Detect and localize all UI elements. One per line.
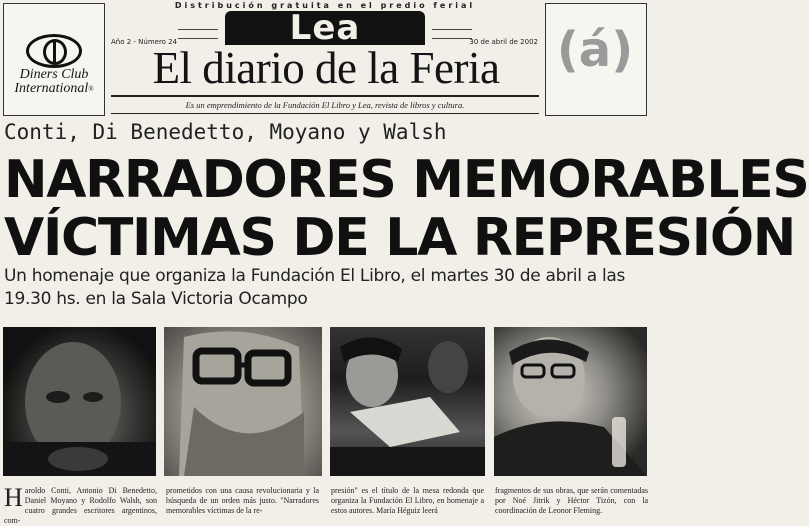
masthead-rule-top [111, 95, 539, 97]
article-column-3: presión" es el título de la mesa redonda que organiza la Fundación El Libro, en homenaje a estos autores. María Héguiz leerá [331, 486, 484, 515]
article-column-1-text: aroldo Conti, Antonio Di Benedetto, Daniel Moyano y Rodolfo Walsh, son cuatro grandes escritores argentinos, com- [4, 486, 157, 525]
issue-date: 30 de abril de 2002 [469, 38, 538, 46]
masthead-tagline: Es un emprendimiento de la Fundación El Libro y Lea, revista de libros y cultura. [185, 100, 465, 110]
right-advertisement[interactable] [545, 3, 647, 116]
a-accent-logo-icon: (á) [556, 22, 634, 78]
drop-cap: H [4, 483, 23, 512]
article-kicker: Conti, Di Benedetto, Moyano y Walsh [4, 120, 447, 144]
diners-brand-line1: Diners Club [19, 67, 89, 82]
diners-club-logo-icon [26, 34, 82, 68]
article-column-4: fragmentos de sus obras, que serán comentadas por Noé Jitrik y Héctor Tizón, con la coordinación de Leonor Fleming. [495, 486, 648, 515]
article-column-1 [4, 483, 157, 526]
ornament-left-icon [178, 29, 218, 39]
photo-author-2 [164, 327, 322, 476]
article-column-2: prometidos con una causa revolucionaria y la búsqueda de un orden más justo. "Narradores memorables víctimas de la re- [166, 486, 319, 515]
photo-author-4 [494, 327, 647, 476]
headline-line1: NARRADORES MEMORABLES [4, 150, 809, 210]
newspaper-title: El diario de la Feria [152, 43, 500, 93]
issue-number: Año 2 - Número 24 [111, 38, 178, 46]
article-subhead: Un homenaje que organiza la Fundación El Libro, el martes 30 de abril a las 19.30 hs. en la Sala Victoria Ocampo [4, 266, 626, 309]
diners-brand-line2: International® [14, 81, 94, 96]
masthead-rule-bottom [111, 113, 539, 114]
photo-author-3 [330, 327, 485, 476]
diners-club-ad[interactable] [3, 3, 105, 116]
lea-logo: Lea [225, 11, 425, 45]
distribution-note: Distribución gratuita en el predio ferial [174, 1, 476, 10]
photo-author-1 [3, 327, 156, 476]
headline-line2: VÍCTIMAS DE LA REPRESIÓN [4, 208, 795, 268]
ornament-right-icon [432, 29, 472, 39]
